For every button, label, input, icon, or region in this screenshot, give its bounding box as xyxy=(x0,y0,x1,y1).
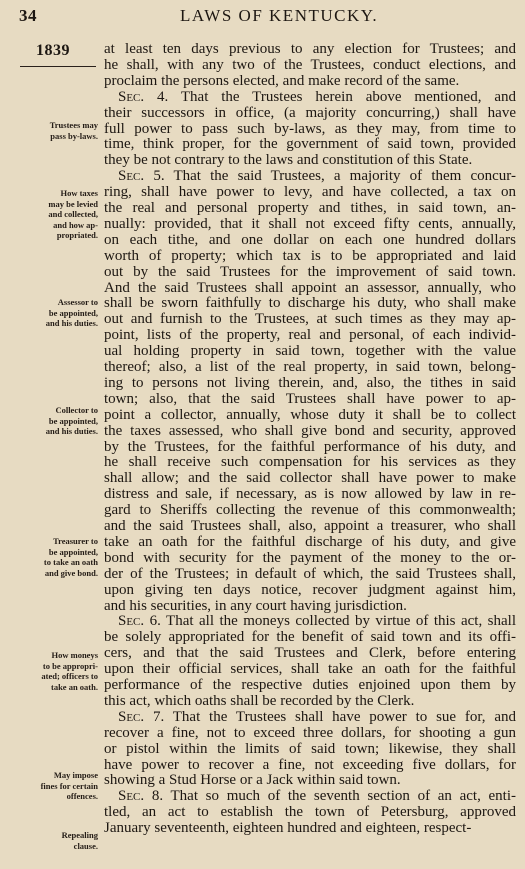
text-line: shall be sworn faithfully to discharge his duty, who shall make xyxy=(104,295,516,312)
text-line: shall allow; and the said collector shall have power to make xyxy=(104,470,516,487)
text-line: be solely appropriated for the benefit of said town and its offi- xyxy=(104,629,516,646)
margin-note-line: Treasurer to xyxy=(53,536,98,546)
margin-note-line: to be appropri- xyxy=(42,660,98,671)
margin-note xyxy=(8,770,98,802)
margin-note xyxy=(8,188,98,241)
text-line: take an oath for the faithful discharge of his duty, and give xyxy=(104,533,516,550)
margin-note-line: be appointed, xyxy=(48,307,98,318)
margin-note xyxy=(8,830,98,851)
text-line: January seventeenth, eighteen hundred and eighteen, respect- xyxy=(104,820,472,837)
text-line: the taxes assessed, who shall give bond and security, approved xyxy=(104,422,516,439)
margin-note xyxy=(8,405,98,437)
text-line: town; also, that the said Trustees shall have power to ap- xyxy=(104,390,516,407)
text-line: der of the Trustees; in default of which, the said Trustees shall, xyxy=(104,565,516,582)
text-line: Sec. 8. That so much of the seventh section of an act, enti- xyxy=(118,788,516,805)
text-line: Sec. 5. That the said Trustees, a majority of them concur- xyxy=(118,168,516,185)
margin-note xyxy=(8,297,98,329)
year-rule xyxy=(20,66,96,67)
text-line: out and furnish to the Trustees, at such times as they may ap- xyxy=(104,311,516,328)
text-line: full power to pass such by-laws, as they may, from time to xyxy=(104,120,516,137)
text-line: or pistol within the limits of said town; likewise, they shall xyxy=(104,740,516,757)
text-line: cers, and that the said Trustees and Clerk, before entering xyxy=(104,645,516,662)
text-line: the real and personal property and tithes, in said town, an- xyxy=(104,200,516,216)
text-line: Sec. 7. That the Trustees shall have power to sue for, and xyxy=(118,708,516,725)
margin-note-line: pass by-laws. xyxy=(50,130,98,141)
margin-note-line: How moneys xyxy=(51,650,98,660)
text-line: he shall, with any two of the Trustees, conduct elections, and xyxy=(104,56,516,73)
text-line: nually: provided, that it shall not exceed fifty cents, annually, xyxy=(104,215,516,232)
margin-note-line: How taxes xyxy=(60,188,98,198)
text-line: And the said Trustees shall appoint an assessor, annually, who xyxy=(104,279,516,296)
margin-note xyxy=(8,650,98,692)
text-line: by the Trustees, for the faithful performance of his duty, and xyxy=(104,438,516,455)
margin-note-line: and collected, xyxy=(48,209,98,219)
margin-note-line: to take an oath xyxy=(43,557,98,567)
text-line: bond with security for the payment of the money to the or- xyxy=(104,549,516,566)
margin-note-line: be appointed, xyxy=(48,415,98,426)
margin-note-line: Collector to xyxy=(55,405,98,415)
page-number: 34 xyxy=(19,6,37,25)
margin-note xyxy=(8,120,98,141)
margin-note-line: be appointed, xyxy=(48,546,98,557)
margin-note-line: Trustees may xyxy=(49,120,98,130)
margin-note-line: fines for certain xyxy=(40,780,98,791)
text-line: point a collector, annually, whose duty it shall be to collect xyxy=(104,406,516,423)
margin-note-line: Repealing xyxy=(61,830,98,840)
text-line: out by the said Trustees for the improvement of said town. xyxy=(104,263,516,280)
year-heading: 1839 xyxy=(36,42,70,59)
text-line: they be not contrary to the laws and constitution of this State. xyxy=(104,152,473,169)
text-line: recover a fine, not to exceed three dollars, for shooting a gun xyxy=(104,724,516,741)
margin-note-line: May impose xyxy=(53,770,98,780)
text-line: and his securities, in any court having jurisdiction. xyxy=(104,597,407,614)
margin-note-line: and his duties. xyxy=(45,318,98,328)
text-line: at least ten days previous to any election for Trustees; and xyxy=(104,41,516,57)
text-line: upon giving ten days notice, recover judgment against him, xyxy=(104,581,516,598)
text-line: tled, an act to establish the town of Petersburg, approved xyxy=(104,804,516,821)
margin-note-line: Assessor to xyxy=(57,297,98,307)
text-line: and the said Trustees shall, also, appoint a treasurer, who shall xyxy=(104,518,516,534)
margin-note-line: propriated. xyxy=(56,230,98,240)
text-line: worth of property; which tax is to be appropriated and laid xyxy=(104,247,516,264)
text-line: Sec. 6. That all the moneys collected by virtue of this act, shall xyxy=(118,613,516,630)
margin-note-line: clause. xyxy=(73,840,98,851)
margin-note xyxy=(8,536,98,578)
margin-note-line: ated; officers to xyxy=(41,671,98,681)
text-line: performance of the respective duties enjoined upon them by xyxy=(104,677,516,693)
margin-note-line: may be levied xyxy=(48,198,98,209)
text-line: have power to recover a fine, not exceeding five dollars, for xyxy=(104,756,516,773)
margin-note-line: and his duties. xyxy=(45,426,98,436)
margin-note-line: and how ap- xyxy=(53,219,98,230)
text-line: Sec. 4. That the Trustees herein above mentioned, and xyxy=(118,88,516,105)
text-line: showing a Stud Horse or a Jack within said town. xyxy=(104,772,401,789)
text-line: upon their official services, shall take an oath for the faithful xyxy=(104,661,516,678)
margin-note-line: offences. xyxy=(66,791,98,801)
text-line: point, lists of the property, real and personal, of each individ- xyxy=(104,327,516,344)
text-line: proclaim the persons elected, and make record of the same. xyxy=(104,72,460,89)
text-line: time, think proper, for the government of said town, provided xyxy=(104,136,516,153)
text-line: ual holding property in said town, together with the value xyxy=(104,343,516,360)
margin-note-line: take an oath. xyxy=(51,681,98,692)
text-line: gard to Sheriffs collecting the revenue of this commonwealth; xyxy=(104,502,516,519)
running-title: LAWS OF KENTUCKY. xyxy=(180,6,379,25)
text-line: distress and sale, if necessary, as is now allowed by law in re- xyxy=(104,486,516,503)
text-line: ring, shall have power to levy, and have collected, a tax on xyxy=(104,184,516,201)
text-line: thereof; also, a list of the real property, in said town, belong- xyxy=(104,359,516,375)
text-line: he shall receive such compensation for his services as they xyxy=(104,454,516,471)
text-line: on each tithe, and one dollar on each one hundred dollars xyxy=(104,231,516,248)
text-line: this act, which oaths shall be recorded by the Clerk. xyxy=(104,692,415,709)
text-line: their successors in office, (a majority concurring,) shall have xyxy=(104,104,516,121)
margin-note-line: and give bond. xyxy=(44,567,98,578)
text-line: ing to persons not living therein, and, also, the tithes in said xyxy=(104,374,516,391)
